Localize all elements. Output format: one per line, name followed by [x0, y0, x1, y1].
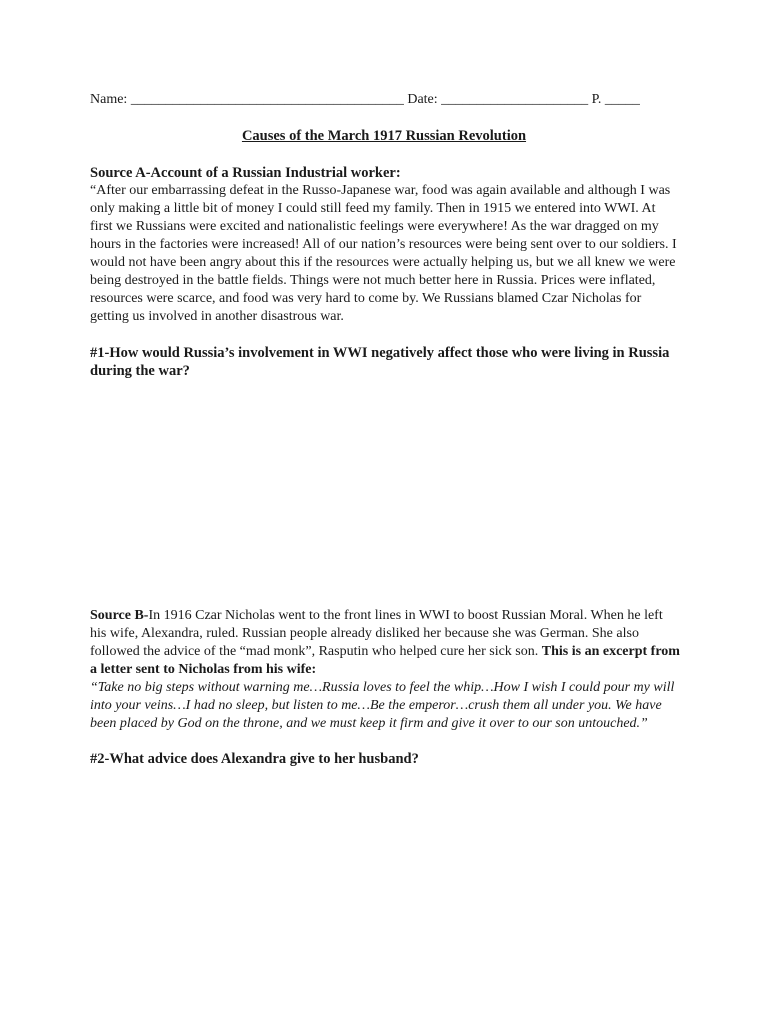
date-blank: _____________________ [441, 92, 589, 107]
source-b-excerpt-intro: This is an excerpt from a letter sent to Nicholas from his wife: [90, 644, 680, 677]
name-label: Name: [90, 92, 128, 107]
answer-space-1[interactable] [90, 382, 680, 602]
period-label: P. [591, 92, 602, 107]
period-blank: _____ [604, 92, 640, 107]
worksheet-title: Causes of the March 1917 Russian Revolution [241, 128, 527, 144]
source-a-heading: Source A-Account of a Russian Industrial worker: [90, 165, 401, 181]
answer-space-2[interactable] [90, 770, 680, 1000]
question-2: #2-What advice does Alexandra give to her husband? [90, 751, 419, 767]
question-1: #1-How would Russia’s involvement in WWI negatively affect those who were living in Russia during the war? [90, 345, 670, 379]
name-blank: _______________________________________ [130, 92, 404, 107]
source-b-text: In 1916 Czar Nicholas went to the front lines in WWI to boost Russian Moral. When he left his wife, Alexandra, ruled. Russian people already disliked her because she was German. She also followed the advice of the “mad monk”, Rasputin who helped cure her sick son. [90, 608, 663, 659]
source-a-text: “After our embarrassing defeat in the Russo-Japanese war, food was again available and although I was only making a little bit of money I could still feed my family. Then in 1915 we entered into WWI. At first we Russians were excited and nationalistic feelings were everywhere! As the war dragged on my hours in the factories were increased! All of our nation’s resources were being sent over to our soldiers. I would not have been angry about this if the resources were actually helping us, but we all knew we were being destroyed in the battle fields. Things were not much better here in Russia. Prices were inflated, resources were scarce, and food was very hard to come by. We Russians blamed Czar Nicholas for getting us involved in another disastrous war. [90, 183, 677, 324]
student-info-line [90, 92, 690, 108]
source-b-label: Source B- [90, 608, 149, 623]
source-b-paragraph [90, 607, 680, 679]
alexandra-letter-quote: “Take no big steps without warning me…Russia loves to feel the whip…How I wish I could pour my will into your veins…I had no sleep, but listen to me…Be the emperor…crush them all under you. We have been placed by God on the throne, and we must keep it firm and give it over to our son untouched.” [90, 680, 675, 731]
date-label: Date: [407, 92, 438, 107]
